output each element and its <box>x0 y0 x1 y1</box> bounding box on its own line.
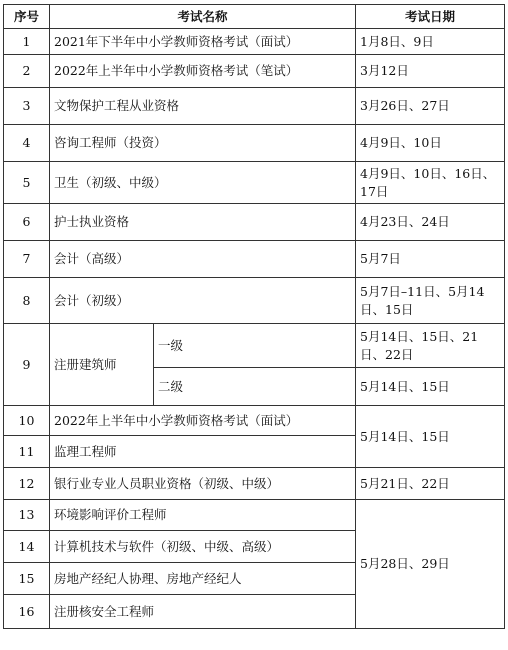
exam-name: 会计（初级） <box>50 278 356 324</box>
row-number: 5 <box>4 162 50 204</box>
row-number: 13 <box>4 500 50 531</box>
exam-name: 银行业专业人员职业资格（初级、中级） <box>50 468 356 500</box>
exam-date: 3月26日、27日 <box>356 88 505 125</box>
table-row <box>4 29 505 55</box>
header-exam-name: 考试名称 <box>50 5 356 29</box>
sub-level: 一级 <box>154 324 356 368</box>
exam-schedule-table <box>3 4 505 629</box>
row-number: 12 <box>4 468 50 500</box>
exam-name: 2021年下半年中小学教师资格考试（面试） <box>50 29 356 55</box>
table-row <box>4 55 505 88</box>
row-number: 14 <box>4 531 50 563</box>
exam-date: 5月14日、15日 <box>356 406 505 468</box>
header-number: 序号 <box>4 5 50 29</box>
exam-date: 5月14日、15日 <box>356 368 505 406</box>
table-row <box>4 125 505 162</box>
table-row <box>4 204 505 241</box>
row-number: 4 <box>4 125 50 162</box>
exam-name: 注册核安全工程师 <box>50 595 356 629</box>
exam-date: 4月23日、24日 <box>356 204 505 241</box>
row-number: 7 <box>4 241 50 278</box>
exam-name: 计算机技术与软件（初级、中级、高级） <box>50 531 356 563</box>
row-number: 3 <box>4 88 50 125</box>
exam-date: 3月12日 <box>356 55 505 88</box>
header-row <box>4 5 505 29</box>
row-number: 2 <box>4 55 50 88</box>
table-row <box>4 278 505 324</box>
exam-name: 2022年上半年中小学教师资格考试（面试） <box>50 406 356 436</box>
exam-date: 5月14日、15日、21日、22日 <box>356 324 505 368</box>
exam-date: 5月21日、22日 <box>356 468 505 500</box>
table-row <box>4 241 505 278</box>
row-number: 15 <box>4 563 50 595</box>
exam-date: 1月8日、9日 <box>356 29 505 55</box>
exam-name: 房地产经纪人协理、房地产经纪人 <box>50 563 356 595</box>
row-number: 11 <box>4 436 50 468</box>
row-number: 8 <box>4 278 50 324</box>
table-row <box>4 88 505 125</box>
row-number: 1 <box>4 29 50 55</box>
exam-name: 监理工程师 <box>50 436 356 468</box>
sub-level: 二级 <box>154 368 356 406</box>
row-number: 10 <box>4 406 50 436</box>
exam-name: 2022年上半年中小学教师资格考试（笔试） <box>50 55 356 88</box>
exam-name: 卫生（初级、中级） <box>50 162 356 204</box>
exam-date: 5月28日、29日 <box>356 500 505 629</box>
exam-name: 护士执业资格 <box>50 204 356 241</box>
exam-name: 咨询工程师（投资） <box>50 125 356 162</box>
exam-name: 环境影响评价工程师 <box>50 500 356 531</box>
row-number: 16 <box>4 595 50 629</box>
exam-date: 5月7日 <box>356 241 505 278</box>
exam-date: 4月9日、10日、16日、17日 <box>356 162 505 204</box>
exam-name: 会计（高级） <box>50 241 356 278</box>
table-row <box>4 406 505 436</box>
table-row <box>4 468 505 500</box>
exam-name: 注册建筑师 <box>50 324 154 406</box>
header-exam-date: 考试日期 <box>356 5 505 29</box>
table-row <box>4 162 505 204</box>
row-number: 9 <box>4 324 50 406</box>
exam-date: 4月9日、10日 <box>356 125 505 162</box>
row-number: 6 <box>4 204 50 241</box>
exam-date: 5月7日–11日、5月14日、15日 <box>356 278 505 324</box>
table-row <box>4 324 505 368</box>
table-row <box>4 500 505 531</box>
exam-name: 文物保护工程从业资格 <box>50 88 356 125</box>
